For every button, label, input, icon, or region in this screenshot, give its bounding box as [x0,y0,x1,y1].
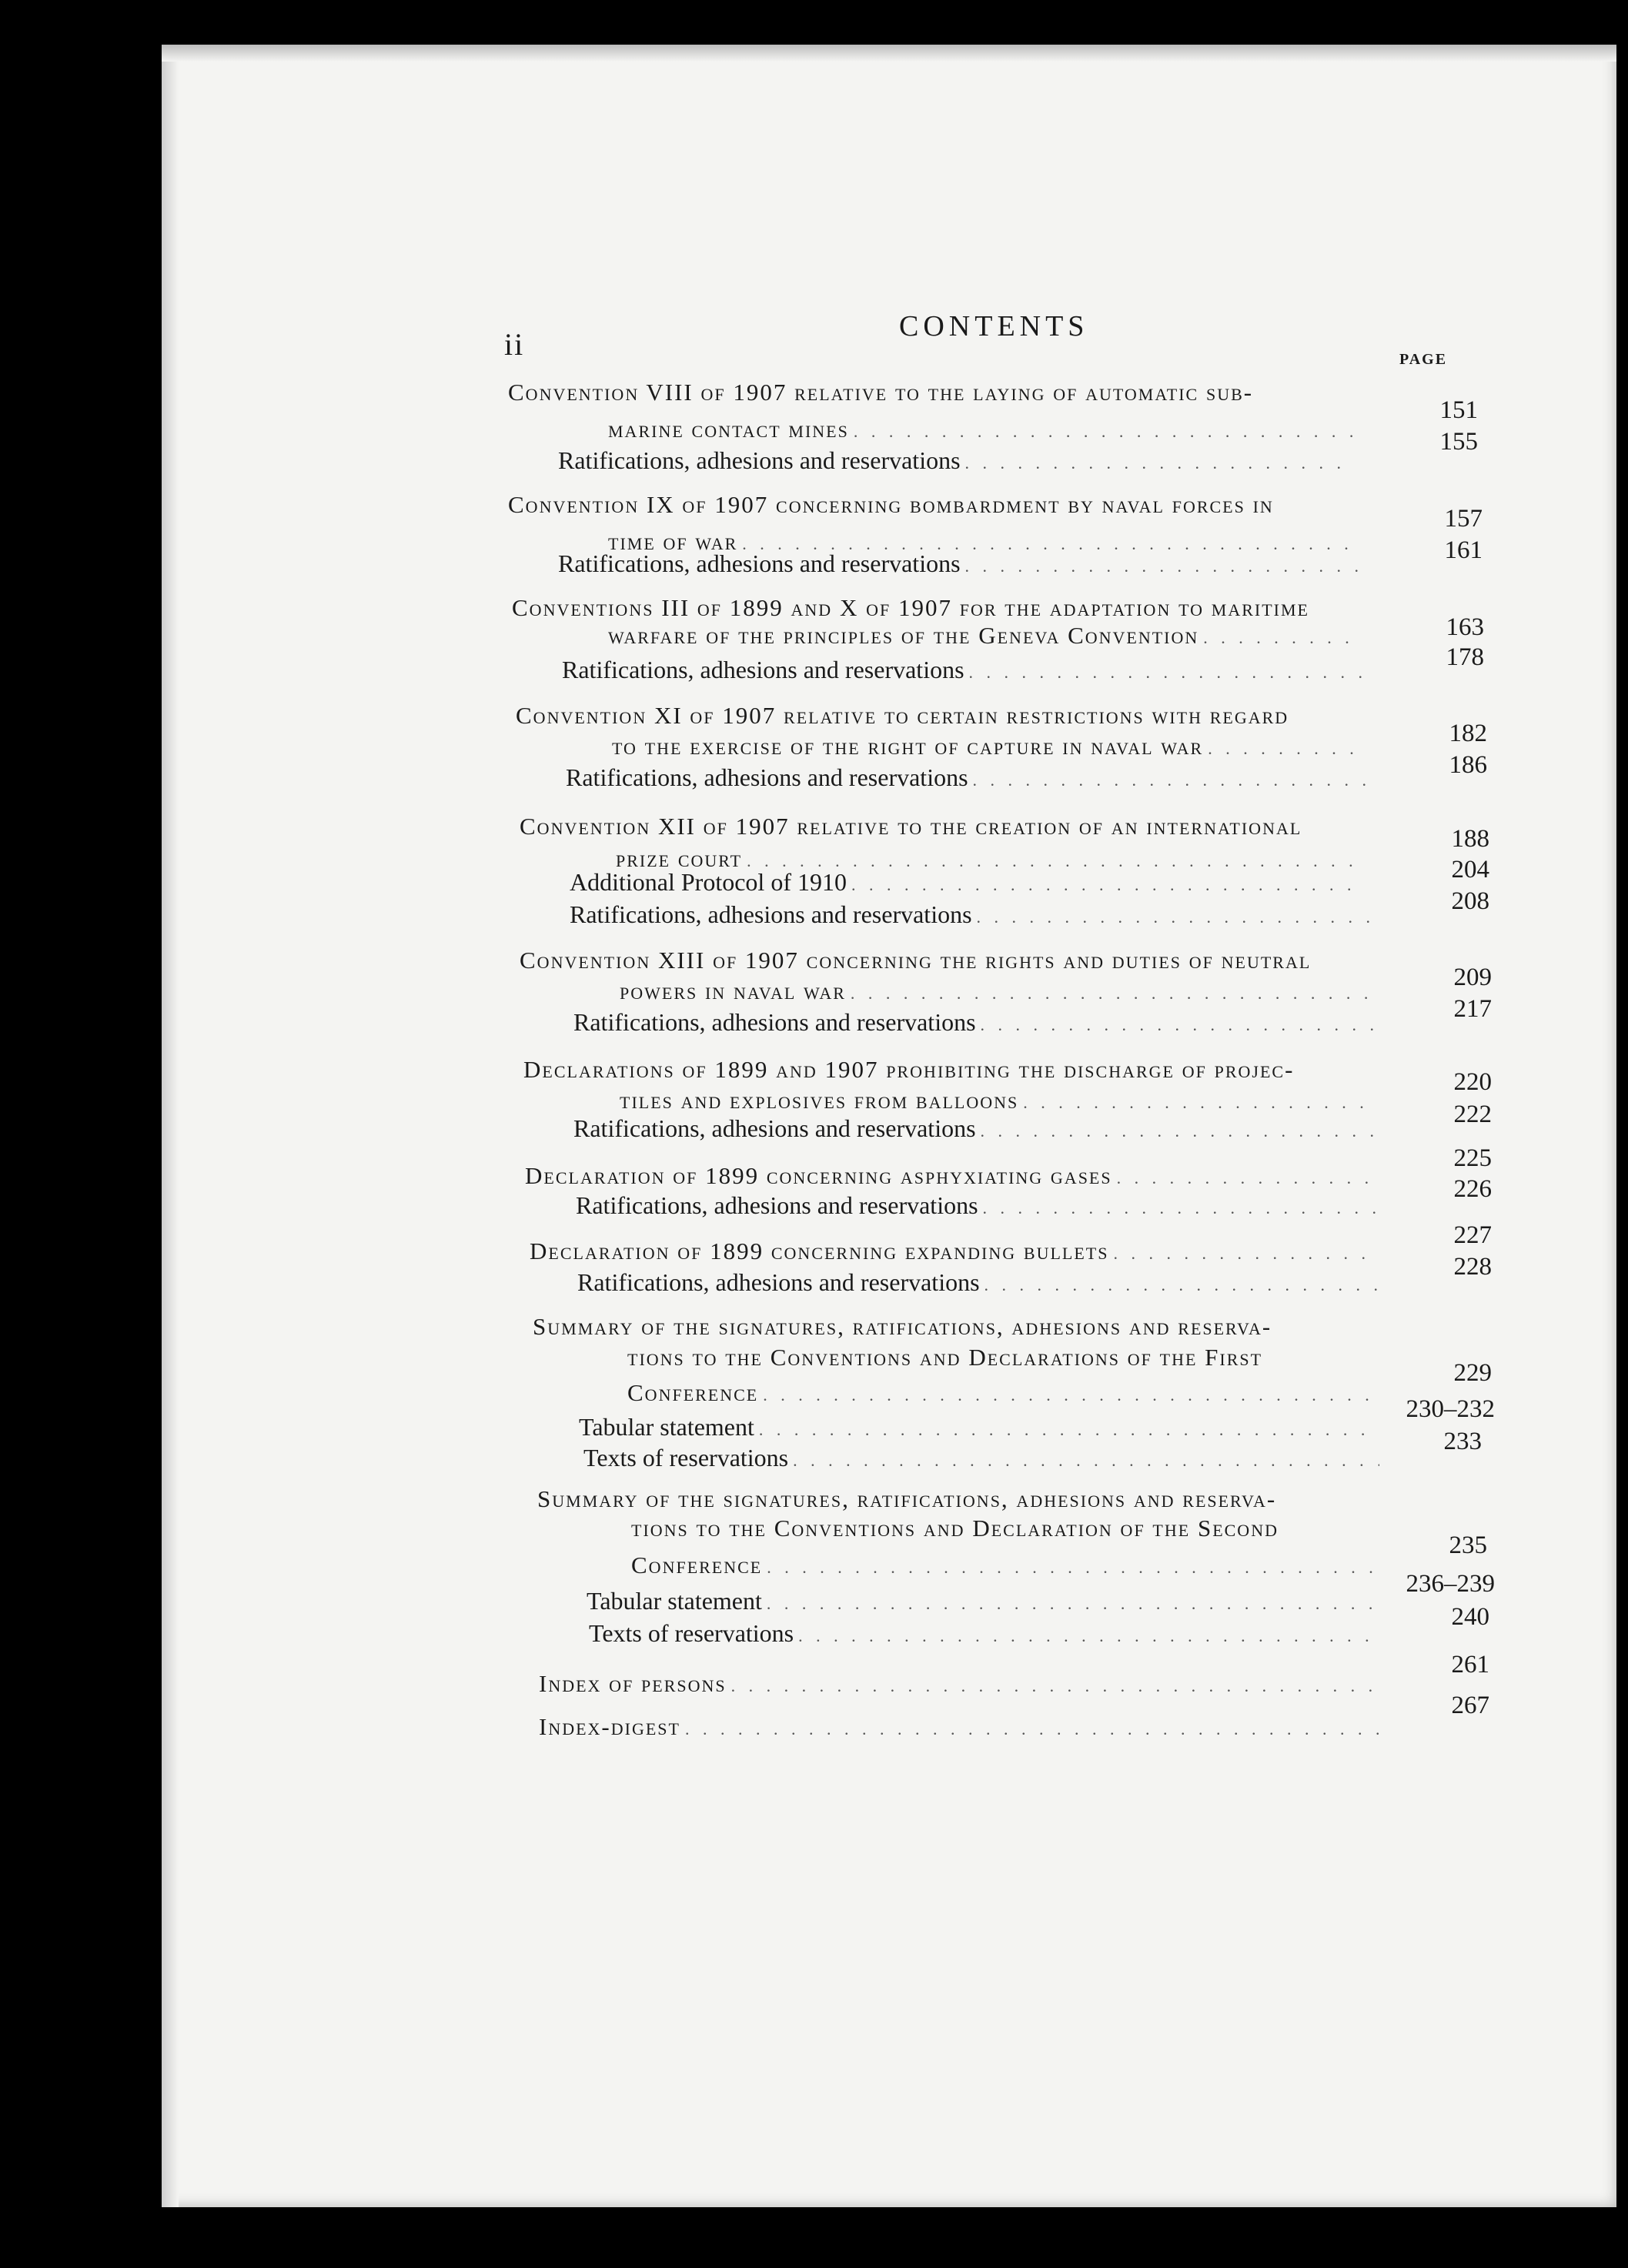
toc-subentry[interactable]: Ratifications, adhesions and reservations . . . [558,549,1362,578]
toc-entry-title-line: Convention XI of 1907 relative to certain restrictions with regard [516,702,1289,729]
toc-entry-title-line: tions to the Conventions and Declaration of the Second [631,1515,1279,1542]
toc-entry-title-line[interactable]: Conference . . . [627,1379,1382,1407]
toc-page-number: 228 [1453,1253,1492,1281]
toc-page-number: 163 [1446,613,1484,641]
toc-subentry[interactable]: Texts of reservations . . . [589,1619,1386,1648]
toc-page-number: 178 [1446,643,1484,671]
toc-page-number: 240 [1451,1603,1489,1631]
toc-subentry[interactable]: Tabular statement . . . [579,1413,1383,1441]
toc-subentry[interactable]: Ratifications, adhesions and reservations . . . [573,1008,1378,1037]
toc-entry-title-line[interactable]: to the exercise of the right of capture in naval war . . . [612,733,1366,760]
toc-page-number: 229 [1453,1359,1492,1387]
toc-page-number: 161 [1444,536,1483,564]
toc-page-number: 222 [1453,1101,1492,1128]
toc-entry-title-line: Conventions III of 1899 and X of 1907 for the adaptation to maritime [512,594,1309,621]
toc-entry-title-line[interactable]: Declaration of 1899 concerning expanding bullets . . . [530,1238,1380,1265]
toc-page-number: 220 [1453,1068,1492,1096]
toc-entry-title-line[interactable]: powers in naval war . . . [620,977,1374,1005]
toc-page-number: 155 [1439,428,1478,456]
toc-subentry[interactable]: Ratifications, adhesions and reservations . . . [558,446,1359,475]
page-column-label: PAGE [1399,351,1448,368]
toc-subentry[interactable]: Texts of reservations . . . [583,1444,1384,1472]
toc-entry-title-line[interactable]: marine contact mines . . . [608,416,1359,443]
toc-entry-title-line[interactable]: Index-digest . . . [539,1713,1389,1741]
toc-page-number: 233 [1443,1428,1482,1455]
toc-page-number: 208 [1451,887,1489,915]
toc-entry-title-line[interactable]: Index of persons . . . [539,1670,1389,1698]
toc-entry-title-line: Declarations of 1899 and 1907 prohibiting the discharge of projec- [523,1056,1295,1083]
page-title: CONTENTS [899,310,1089,342]
toc-page-number: 227 [1453,1221,1492,1249]
page-folio: ii [504,327,525,362]
toc-page-number: 186 [1449,751,1487,779]
toc-page-number: 204 [1451,856,1489,883]
toc-entry-title-line[interactable]: warfare of the principles of the Geneva Convention . . . [608,622,1362,650]
toc-entry-title-line[interactable]: tiles and explosives from balloons . . . [620,1087,1378,1114]
toc-entry-title-line[interactable]: Conference . . . [631,1552,1386,1579]
toc-entry-title-line[interactable]: time of war . . . [608,528,1362,556]
toc-entry-title-line: Summary of the signatures, ratifications, adhesions and reserva- [537,1485,1277,1512]
toc-page-number: 267 [1451,1692,1489,1719]
toc-page-number: 182 [1449,720,1487,747]
toc-page-number: 151 [1439,396,1478,424]
toc-page-number: 225 [1453,1144,1492,1172]
toc-subentry[interactable]: Ratifications, adhesions and reservations . . . [566,763,1370,792]
toc-subentry[interactable]: Tabular statement . . . [587,1587,1387,1615]
toc-page-number: 209 [1453,964,1492,991]
toc-subentry[interactable]: Additional Protocol of 1910 . . . [570,868,1370,897]
toc-page-number: 230–232 [1406,1395,1495,1423]
toc-page-number: 235 [1449,1531,1487,1559]
toc-page-number: 217 [1453,995,1492,1023]
toc-subentry[interactable]: Ratifications, adhesions and reservations . . . [573,1114,1378,1143]
toc-entry-title-line: tions to the Conventions and Declarations of the First [627,1344,1263,1371]
toc-entry-title-line: Convention IX of 1907 concerning bombardment by naval forces in [508,491,1274,518]
toc-page-number: 188 [1451,825,1489,853]
toc-subentry[interactable]: Ratifications, adhesions and reservations . . . [570,900,1374,929]
toc-entry-title-line: Convention XIII of 1907 concerning the rights and duties of neutral [520,947,1312,974]
toc-entry-title-line: Summary of the signatures, ratifications, adhesions and reserva- [533,1313,1272,1340]
toc-entry-title-line: Convention XII of 1907 relative to the creation of an international [520,813,1302,840]
toc-subentry[interactable]: Ratifications, adhesions and reservations . . . [562,656,1366,684]
toc-page-number: 261 [1451,1651,1489,1678]
toc-page-number: 157 [1444,505,1483,533]
toc-entry-title-line[interactable]: Declaration of 1899 concerning asphyxiating gases . . . [525,1162,1379,1190]
toc-page-number: 226 [1453,1175,1492,1203]
toc-entry-title-line[interactable]: prize court . . . [616,845,1370,873]
toc-page-number: 236–239 [1406,1570,1495,1598]
toc-subentry[interactable]: Ratifications, adhesions and reservations . . . [576,1191,1380,1220]
toc-subentry[interactable]: Ratifications, adhesions and reservations . . . [577,1268,1382,1297]
toc-entry-title-line: Convention VIII of 1907 relative to the laying of automatic sub- [508,379,1254,406]
